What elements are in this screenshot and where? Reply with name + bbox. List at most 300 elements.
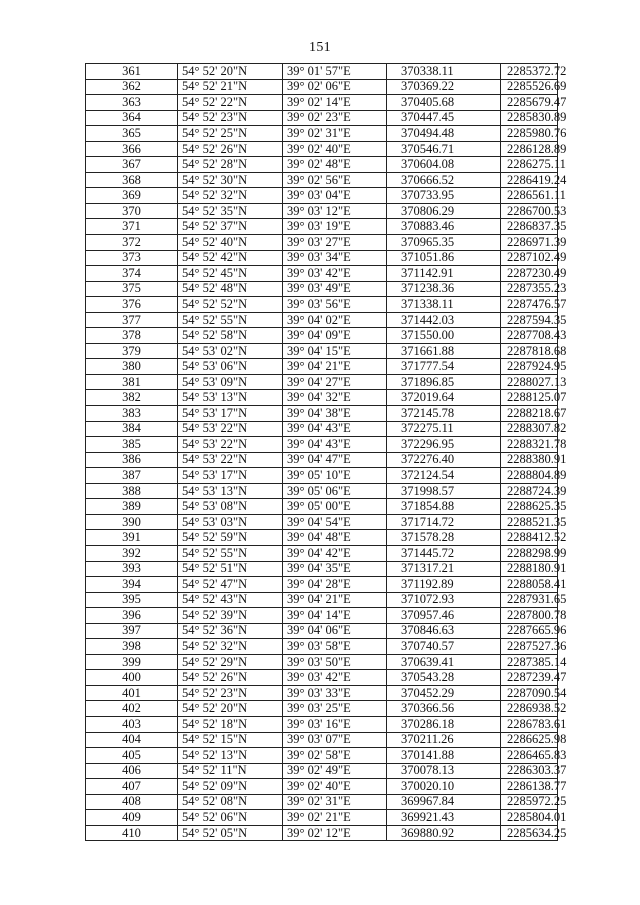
point-number-cell: 361 <box>86 64 178 80</box>
longitude-cell: 39° 04' 06"E <box>283 623 387 639</box>
point-number-cell: 389 <box>86 499 178 515</box>
longitude-cell: 39° 05' 10"E <box>283 468 387 484</box>
latitude-cell: 54° 52' 39"N <box>178 608 283 624</box>
point-number-cell: 410 <box>86 825 178 841</box>
x-coordinate-cell: 371550.00 <box>387 328 501 344</box>
latitude-cell: 54° 53' 22"N <box>178 437 283 453</box>
table-row <box>86 748 558 764</box>
table-row <box>86 763 558 779</box>
point-number-cell: 365 <box>86 126 178 142</box>
y-coordinate-cell: 2287594.35 <box>501 312 558 328</box>
x-coordinate-cell: 371072.93 <box>387 592 501 608</box>
point-number-cell: 370 <box>86 203 178 219</box>
longitude-cell: 39° 03' 34"E <box>283 250 387 266</box>
table-row <box>86 235 558 251</box>
y-coordinate-cell: 2286275.11 <box>501 157 558 173</box>
x-coordinate-cell: 370286.18 <box>387 716 501 732</box>
y-coordinate-cell: 2286303.37 <box>501 763 558 779</box>
y-coordinate-cell: 2287239.47 <box>501 670 558 686</box>
x-coordinate-cell: 371998.57 <box>387 483 501 499</box>
y-coordinate-cell: 2286128.89 <box>501 141 558 157</box>
point-number-cell: 403 <box>86 716 178 732</box>
y-coordinate-cell: 2285980.76 <box>501 126 558 142</box>
latitude-cell: 54° 52' 05"N <box>178 825 283 841</box>
table-row <box>86 312 558 328</box>
longitude-cell: 39° 04' 47"E <box>283 452 387 468</box>
table-row <box>86 468 558 484</box>
longitude-cell: 39° 02' 23"E <box>283 110 387 126</box>
point-number-cell: 377 <box>86 312 178 328</box>
x-coordinate-cell: 370543.28 <box>387 670 501 686</box>
x-coordinate-cell: 371238.36 <box>387 281 501 297</box>
longitude-cell: 39° 02' 49"E <box>283 763 387 779</box>
point-number-cell: 387 <box>86 468 178 484</box>
y-coordinate-cell: 2287708.43 <box>501 328 558 344</box>
y-coordinate-cell: 2287102.49 <box>501 250 558 266</box>
point-number-cell: 384 <box>86 421 178 437</box>
point-number-cell: 406 <box>86 763 178 779</box>
x-coordinate-cell: 370405.68 <box>387 95 501 111</box>
table-row <box>86 732 558 748</box>
x-coordinate-cell: 370369.22 <box>387 79 501 95</box>
x-coordinate-cell: 370883.46 <box>387 219 501 235</box>
x-coordinate-cell: 370604.08 <box>387 157 501 173</box>
x-coordinate-cell: 370546.71 <box>387 141 501 157</box>
point-number-cell: 388 <box>86 483 178 499</box>
point-number-cell: 394 <box>86 577 178 593</box>
point-number-cell: 409 <box>86 810 178 826</box>
table-row <box>86 421 558 437</box>
y-coordinate-cell: 2285372.72 <box>501 64 558 80</box>
point-number-cell: 373 <box>86 250 178 266</box>
longitude-cell: 39° 03' 25"E <box>283 701 387 717</box>
y-coordinate-cell: 2288412.52 <box>501 530 558 546</box>
latitude-cell: 54° 52' 30"N <box>178 172 283 188</box>
point-number-cell: 376 <box>86 297 178 313</box>
longitude-cell: 39° 02' 31"E <box>283 126 387 142</box>
x-coordinate-cell: 371142.91 <box>387 266 501 282</box>
point-number-cell: 383 <box>86 406 178 422</box>
y-coordinate-cell: 2288027.13 <box>501 374 558 390</box>
table-row <box>86 95 558 111</box>
point-number-cell: 393 <box>86 561 178 577</box>
latitude-cell: 54° 52' 55"N <box>178 312 283 328</box>
x-coordinate-cell: 370639.41 <box>387 654 501 670</box>
x-coordinate-cell: 371854.88 <box>387 499 501 515</box>
x-coordinate-cell: 372019.64 <box>387 390 501 406</box>
y-coordinate-cell: 2287800.78 <box>501 608 558 624</box>
x-coordinate-cell: 371338.11 <box>387 297 501 313</box>
y-coordinate-cell: 2288180.91 <box>501 561 558 577</box>
y-coordinate-cell: 2288058.41 <box>501 577 558 593</box>
longitude-cell: 39° 02' 56"E <box>283 172 387 188</box>
latitude-cell: 54° 53' 17"N <box>178 406 283 422</box>
longitude-cell: 39° 03' 07"E <box>283 732 387 748</box>
x-coordinate-cell: 370211.26 <box>387 732 501 748</box>
y-coordinate-cell: 2288724.39 <box>501 483 558 499</box>
point-number-cell: 390 <box>86 514 178 530</box>
x-coordinate-cell: 370733.95 <box>387 188 501 204</box>
latitude-cell: 54° 52' 11"N <box>178 763 283 779</box>
point-number-cell: 400 <box>86 670 178 686</box>
longitude-cell: 39° 03' 16"E <box>283 716 387 732</box>
longitude-cell: 39° 02' 58"E <box>283 748 387 764</box>
y-coordinate-cell: 2286938.52 <box>501 701 558 717</box>
y-coordinate-cell: 2287924.95 <box>501 359 558 375</box>
point-number-cell: 374 <box>86 266 178 282</box>
table-row <box>86 499 558 515</box>
point-number-cell: 367 <box>86 157 178 173</box>
x-coordinate-cell: 371445.72 <box>387 545 501 561</box>
y-coordinate-cell: 2288804.89 <box>501 468 558 484</box>
y-coordinate-cell: 2287527.36 <box>501 639 558 655</box>
point-number-cell: 379 <box>86 343 178 359</box>
y-coordinate-cell: 2288307.82 <box>501 421 558 437</box>
table-row <box>86 779 558 795</box>
point-number-cell: 381 <box>86 374 178 390</box>
y-coordinate-cell: 2285972.25 <box>501 794 558 810</box>
y-coordinate-cell: 2287665.96 <box>501 623 558 639</box>
latitude-cell: 54° 53' 09"N <box>178 374 283 390</box>
y-coordinate-cell: 2287818.68 <box>501 343 558 359</box>
latitude-cell: 54° 52' 18"N <box>178 716 283 732</box>
table-row <box>86 825 558 841</box>
longitude-cell: 39° 03' 49"E <box>283 281 387 297</box>
point-number-cell: 395 <box>86 592 178 608</box>
longitude-cell: 39° 04' 28"E <box>283 577 387 593</box>
table-row <box>86 359 558 375</box>
longitude-cell: 39° 04' 21"E <box>283 592 387 608</box>
longitude-cell: 39° 04' 35"E <box>283 561 387 577</box>
table-row <box>86 810 558 826</box>
table-row <box>86 608 558 624</box>
longitude-cell: 39° 03' 27"E <box>283 235 387 251</box>
y-coordinate-cell: 2286138.77 <box>501 779 558 795</box>
table-row <box>86 794 558 810</box>
table-row <box>86 297 558 313</box>
latitude-cell: 54° 52' 26"N <box>178 141 283 157</box>
table-row <box>86 623 558 639</box>
point-number-cell: 362 <box>86 79 178 95</box>
x-coordinate-cell: 371578.28 <box>387 530 501 546</box>
latitude-cell: 54° 52' 23"N <box>178 110 283 126</box>
table-row <box>86 79 558 95</box>
latitude-cell: 54° 52' 29"N <box>178 654 283 670</box>
longitude-cell: 39° 03' 19"E <box>283 219 387 235</box>
y-coordinate-cell: 2285634.25 <box>501 825 558 841</box>
latitude-cell: 54° 52' 28"N <box>178 157 283 173</box>
latitude-cell: 54° 52' 36"N <box>178 623 283 639</box>
latitude-cell: 54° 52' 51"N <box>178 561 283 577</box>
y-coordinate-cell: 2287931.65 <box>501 592 558 608</box>
x-coordinate-cell: 370338.11 <box>387 64 501 80</box>
latitude-cell: 54° 52' 47"N <box>178 577 283 593</box>
latitude-cell: 54° 52' 37"N <box>178 219 283 235</box>
y-coordinate-cell: 2288218.67 <box>501 406 558 422</box>
table-row <box>86 716 558 732</box>
table-row <box>86 172 558 188</box>
longitude-cell: 39° 04' 02"E <box>283 312 387 328</box>
x-coordinate-cell: 369880.92 <box>387 825 501 841</box>
point-number-cell: 402 <box>86 701 178 717</box>
x-coordinate-cell: 369967.84 <box>387 794 501 810</box>
table-row <box>86 561 558 577</box>
y-coordinate-cell: 2286561.11 <box>501 188 558 204</box>
table-row <box>86 406 558 422</box>
longitude-cell: 39° 04' 32"E <box>283 390 387 406</box>
longitude-cell: 39° 02' 21"E <box>283 810 387 826</box>
y-coordinate-cell: 2285679.47 <box>501 95 558 111</box>
x-coordinate-cell: 370740.57 <box>387 639 501 655</box>
table-row <box>86 281 558 297</box>
x-coordinate-cell: 370846.63 <box>387 623 501 639</box>
latitude-cell: 54° 53' 13"N <box>178 390 283 406</box>
latitude-cell: 54° 53' 17"N <box>178 468 283 484</box>
table-row <box>86 654 558 670</box>
y-coordinate-cell: 2288380.91 <box>501 452 558 468</box>
latitude-cell: 54° 52' 58"N <box>178 328 283 344</box>
table-row <box>86 250 558 266</box>
longitude-cell: 39° 02' 48"E <box>283 157 387 173</box>
longitude-cell: 39° 05' 00"E <box>283 499 387 515</box>
y-coordinate-cell: 2288298.99 <box>501 545 558 561</box>
point-number-cell: 363 <box>86 95 178 111</box>
x-coordinate-cell: 371192.89 <box>387 577 501 593</box>
y-coordinate-cell: 2286465.83 <box>501 748 558 764</box>
x-coordinate-cell: 372145.78 <box>387 406 501 422</box>
x-coordinate-cell: 370666.52 <box>387 172 501 188</box>
table-row <box>86 266 558 282</box>
point-number-cell: 396 <box>86 608 178 624</box>
latitude-cell: 54° 52' 40"N <box>178 235 283 251</box>
longitude-cell: 39° 04' 15"E <box>283 343 387 359</box>
y-coordinate-cell: 2286971.39 <box>501 235 558 251</box>
latitude-cell: 54° 53' 06"N <box>178 359 283 375</box>
table-row <box>86 514 558 530</box>
latitude-cell: 54° 52' 08"N <box>178 794 283 810</box>
latitude-cell: 54° 52' 15"N <box>178 732 283 748</box>
x-coordinate-cell: 371896.85 <box>387 374 501 390</box>
longitude-cell: 39° 03' 04"E <box>283 188 387 204</box>
table-row <box>86 483 558 499</box>
latitude-cell: 54° 52' 21"N <box>178 79 283 95</box>
x-coordinate-cell: 372276.40 <box>387 452 501 468</box>
latitude-cell: 54° 52' 35"N <box>178 203 283 219</box>
table-row <box>86 437 558 453</box>
page-number: 151 <box>309 40 331 55</box>
y-coordinate-cell: 2287090.54 <box>501 685 558 701</box>
latitude-cell: 54° 52' 20"N <box>178 701 283 717</box>
table-row <box>86 188 558 204</box>
table-row <box>86 110 558 126</box>
x-coordinate-cell: 371317.21 <box>387 561 501 577</box>
point-number-cell: 378 <box>86 328 178 344</box>
longitude-cell: 39° 03' 12"E <box>283 203 387 219</box>
longitude-cell: 39° 03' 50"E <box>283 654 387 670</box>
table-row <box>86 328 558 344</box>
y-coordinate-cell: 2286837.35 <box>501 219 558 235</box>
y-coordinate-cell: 2287355.23 <box>501 281 558 297</box>
x-coordinate-cell: 370494.48 <box>387 126 501 142</box>
point-number-cell: 366 <box>86 141 178 157</box>
table-row <box>86 452 558 468</box>
longitude-cell: 39° 04' 54"E <box>283 514 387 530</box>
longitude-cell: 39° 02' 40"E <box>283 141 387 157</box>
latitude-cell: 54° 52' 55"N <box>178 545 283 561</box>
x-coordinate-cell: 371777.54 <box>387 359 501 375</box>
latitude-cell: 54° 52' 42"N <box>178 250 283 266</box>
longitude-cell: 39° 04' 38"E <box>283 406 387 422</box>
table-row <box>86 701 558 717</box>
point-number-cell: 368 <box>86 172 178 188</box>
latitude-cell: 54° 52' 32"N <box>178 188 283 204</box>
point-number-cell: 404 <box>86 732 178 748</box>
x-coordinate-cell: 371714.72 <box>387 514 501 530</box>
point-number-cell: 369 <box>86 188 178 204</box>
coordinates-table-body <box>86 63 567 841</box>
point-number-cell: 386 <box>86 452 178 468</box>
longitude-cell: 39° 02' 31"E <box>283 794 387 810</box>
x-coordinate-cell: 370366.56 <box>387 701 501 717</box>
longitude-cell: 39° 04' 14"E <box>283 608 387 624</box>
x-coordinate-cell: 371051.86 <box>387 250 501 266</box>
table-row <box>86 374 558 390</box>
y-coordinate-cell: 2285804.01 <box>501 810 558 826</box>
point-number-cell: 391 <box>86 530 178 546</box>
x-coordinate-cell: 372296.95 <box>387 437 501 453</box>
x-coordinate-cell: 372124.54 <box>387 468 501 484</box>
latitude-cell: 54° 52' 22"N <box>178 95 283 111</box>
point-number-cell: 405 <box>86 748 178 764</box>
table-row <box>86 64 558 80</box>
x-coordinate-cell: 370965.35 <box>387 235 501 251</box>
table-row <box>86 670 558 686</box>
latitude-cell: 54° 52' 43"N <box>178 592 283 608</box>
longitude-cell: 39° 04' 43"E <box>283 421 387 437</box>
y-coordinate-cell: 2285526.69 <box>501 79 558 95</box>
table-row <box>86 577 558 593</box>
y-coordinate-cell: 2286783.61 <box>501 716 558 732</box>
x-coordinate-cell: 370452.29 <box>387 685 501 701</box>
y-coordinate-cell: 2288321.78 <box>501 437 558 453</box>
x-coordinate-cell: 372275.11 <box>387 421 501 437</box>
latitude-cell: 54° 53' 22"N <box>178 421 283 437</box>
latitude-cell: 54° 53' 02"N <box>178 343 283 359</box>
point-number-cell: 375 <box>86 281 178 297</box>
x-coordinate-cell: 370806.29 <box>387 203 501 219</box>
latitude-cell: 54° 53' 13"N <box>178 483 283 499</box>
point-number-cell: 397 <box>86 623 178 639</box>
table-row <box>86 390 558 406</box>
y-coordinate-cell: 2287476.57 <box>501 297 558 313</box>
y-coordinate-cell: 2288625.35 <box>501 499 558 515</box>
latitude-cell: 54° 52' 09"N <box>178 779 283 795</box>
table-row <box>86 530 558 546</box>
table-row <box>86 141 558 157</box>
table-row <box>86 685 558 701</box>
longitude-cell: 39° 04' 21"E <box>283 359 387 375</box>
y-coordinate-cell: 2287230.49 <box>501 266 558 282</box>
latitude-cell: 54° 52' 13"N <box>178 748 283 764</box>
table-row <box>86 639 558 655</box>
x-coordinate-cell: 371661.88 <box>387 343 501 359</box>
y-coordinate-cell: 2288521.35 <box>501 514 558 530</box>
x-coordinate-cell: 370078.13 <box>387 763 501 779</box>
longitude-cell: 39° 04' 27"E <box>283 374 387 390</box>
point-number-cell: 372 <box>86 235 178 251</box>
y-coordinate-cell: 2288125.07 <box>501 390 558 406</box>
point-number-cell: 399 <box>86 654 178 670</box>
latitude-cell: 54° 52' 59"N <box>178 530 283 546</box>
longitude-cell: 39° 05' 06"E <box>283 483 387 499</box>
x-coordinate-cell: 370020.10 <box>387 779 501 795</box>
longitude-cell: 39° 02' 14"E <box>283 95 387 111</box>
point-number-cell: 371 <box>86 219 178 235</box>
y-coordinate-cell: 2286700.53 <box>501 203 558 219</box>
table-row <box>86 203 558 219</box>
x-coordinate-cell: 370957.46 <box>387 608 501 624</box>
point-number-cell: 398 <box>86 639 178 655</box>
table-row <box>86 343 558 359</box>
table-row <box>86 126 558 142</box>
longitude-cell: 39° 03' 42"E <box>283 670 387 686</box>
latitude-cell: 54° 53' 03"N <box>178 514 283 530</box>
y-coordinate-cell: 2287385.14 <box>501 654 558 670</box>
latitude-cell: 54° 52' 23"N <box>178 685 283 701</box>
latitude-cell: 54° 52' 25"N <box>178 126 283 142</box>
y-coordinate-cell: 2286625.98 <box>501 732 558 748</box>
longitude-cell: 39° 04' 42"E <box>283 545 387 561</box>
table-row <box>86 157 558 173</box>
longitude-cell: 39° 02' 40"E <box>283 779 387 795</box>
table-row <box>86 545 558 561</box>
longitude-cell: 39° 01' 57"E <box>283 64 387 80</box>
latitude-cell: 54° 52' 26"N <box>178 670 283 686</box>
point-number-cell: 408 <box>86 794 178 810</box>
longitude-cell: 39° 04' 48"E <box>283 530 387 546</box>
y-coordinate-cell: 2286419.24 <box>501 172 558 188</box>
longitude-cell: 39° 03' 42"E <box>283 266 387 282</box>
x-coordinate-cell: 370141.88 <box>387 748 501 764</box>
point-number-cell: 401 <box>86 685 178 701</box>
longitude-cell: 39° 03' 58"E <box>283 639 387 655</box>
latitude-cell: 54° 52' 52"N <box>178 297 283 313</box>
table-row <box>86 219 558 235</box>
coordinates-table <box>85 63 567 841</box>
point-number-cell: 407 <box>86 779 178 795</box>
latitude-cell: 54° 52' 32"N <box>178 639 283 655</box>
point-number-cell: 364 <box>86 110 178 126</box>
longitude-cell: 39° 03' 56"E <box>283 297 387 313</box>
latitude-cell: 54° 53' 22"N <box>178 452 283 468</box>
x-coordinate-cell: 369921.43 <box>387 810 501 826</box>
latitude-cell: 54° 52' 48"N <box>178 281 283 297</box>
longitude-cell: 39° 02' 06"E <box>283 79 387 95</box>
x-coordinate-cell: 371442.03 <box>387 312 501 328</box>
y-coordinate-cell: 2285830.89 <box>501 110 558 126</box>
longitude-cell: 39° 02' 12"E <box>283 825 387 841</box>
x-coordinate-cell: 370447.45 <box>387 110 501 126</box>
longitude-cell: 39° 04' 09"E <box>283 328 387 344</box>
longitude-cell: 39° 03' 33"E <box>283 685 387 701</box>
table-row <box>86 592 558 608</box>
latitude-cell: 54° 52' 45"N <box>178 266 283 282</box>
point-number-cell: 385 <box>86 437 178 453</box>
longitude-cell: 39° 04' 43"E <box>283 437 387 453</box>
latitude-cell: 54° 52' 20"N <box>178 64 283 80</box>
point-number-cell: 380 <box>86 359 178 375</box>
point-number-cell: 382 <box>86 390 178 406</box>
